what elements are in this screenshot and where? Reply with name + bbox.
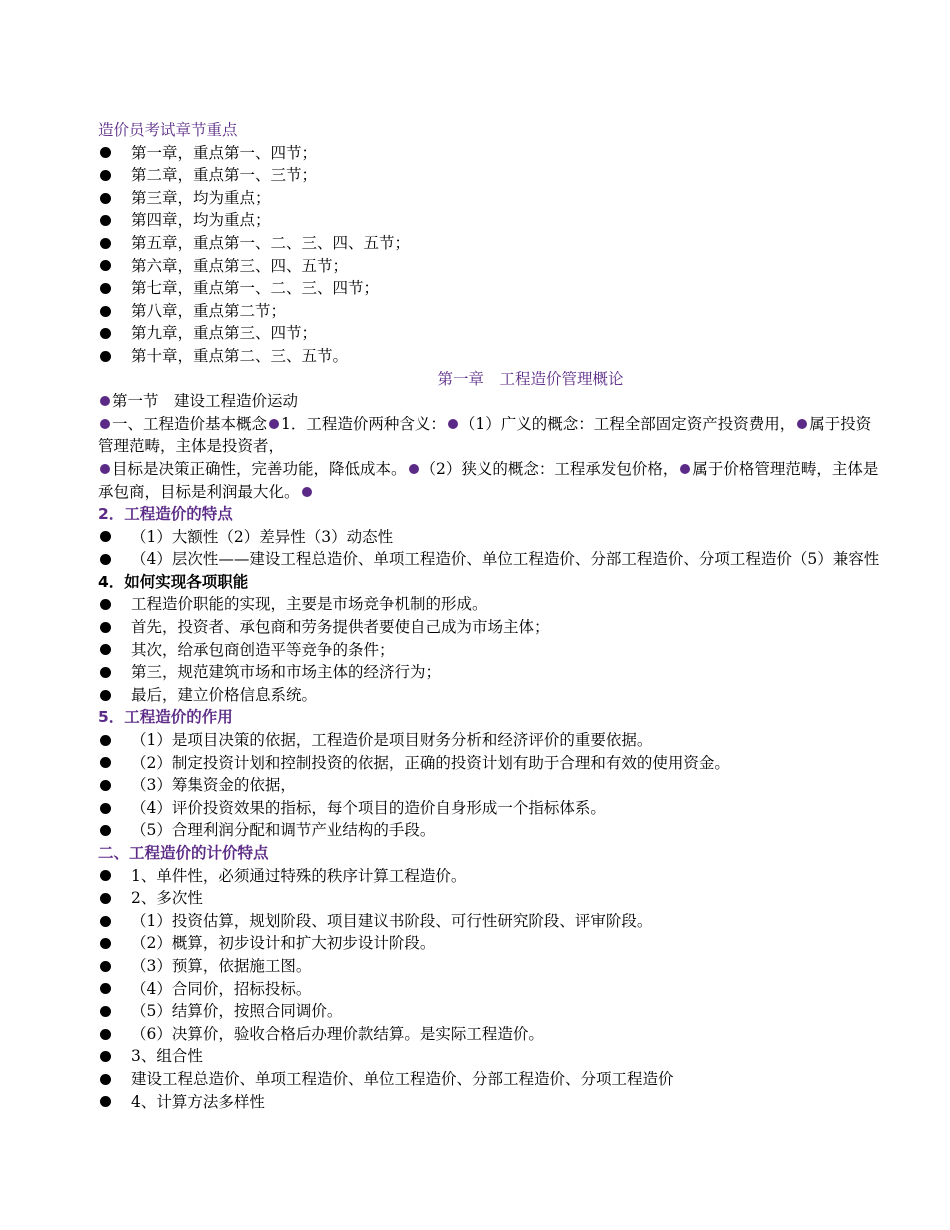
purple-bullet-icon: [100, 396, 110, 406]
bullet-icon: [100, 667, 111, 678]
bullet-icon: [100, 870, 111, 881]
section-heading: 第一节 建设工程造价运动: [98, 390, 883, 413]
list-item: （1）是项目决策的依据，工程造价是项目财务分析和经济评价的重要依据。: [98, 729, 883, 752]
bullet-icon: [100, 599, 111, 610]
bullet-icon: [100, 1051, 111, 1062]
heading-functions: 4．如何实现各项职能: [98, 572, 249, 591]
bullet-icon: [100, 690, 111, 701]
list-item: 第八章，重点第二节；: [98, 300, 883, 323]
bullet-icon: [100, 916, 111, 927]
list-item: 工程造价职能的实现，主要是市场竞争机制的形成。: [98, 593, 883, 616]
purple-bullet-icon: [448, 419, 458, 429]
list-item: 4、计算方法多样性: [98, 1091, 883, 1114]
purple-bullet-icon: [269, 419, 279, 429]
bullet-icon: [100, 531, 111, 542]
bullet-icon: [100, 215, 111, 226]
purple-bullet-icon: [100, 464, 110, 474]
list-item: 第十章，重点第二、三、五节。: [98, 345, 883, 368]
list-item: 3、组合性: [98, 1045, 883, 1068]
purple-bullet-icon: [409, 464, 419, 474]
bullet-icon: [100, 351, 111, 362]
list-item: 第三，规范建筑市场和市场主体的经济行为；: [98, 661, 883, 684]
bullet-icon: [100, 938, 111, 949]
list-item: （2）制定投资计划和控制投资的依据，正确的投资计划有助于合理和有效的使用资金。: [98, 752, 883, 775]
bullet-icon: [100, 1096, 111, 1107]
purple-bullet-icon: [302, 487, 312, 497]
list-item: （4）评价投资效果的指标，每个项目的造价自身形成一个指标体系。: [98, 797, 883, 820]
bullet-icon: [100, 328, 111, 339]
doc-title: 造价员考试章节重点: [98, 121, 238, 139]
list-item: （5）合理利润分配和调节产业结构的手段。: [98, 819, 883, 842]
list-item: 第五章，重点第一、二、三、四、五节；: [98, 232, 883, 255]
list-item: （1）大额性（2）差异性（3）动态性: [98, 526, 883, 549]
chapter-list: [98, 142, 883, 368]
bullet-icon: [100, 735, 111, 746]
list-item: 第四章，均为重点；: [98, 209, 883, 232]
bullet-icon: [100, 983, 111, 994]
bullet-icon: [100, 825, 111, 836]
list-item: （4）合同价，招标投标。: [98, 978, 883, 1001]
purple-bullet-icon: [680, 464, 690, 474]
bullet-icon: [100, 283, 111, 294]
bullet-icon: [100, 803, 111, 814]
list-item: （2）概算，初步设计和扩大初步设计阶段。: [98, 932, 883, 955]
bullet-icon: [100, 306, 111, 317]
bullet-icon: [100, 147, 111, 158]
heading-pricing: 二、工程造价的计价特点: [98, 844, 269, 862]
list-item: （1）投资估算，规划阶段、项目建议书阶段、可行性研究阶段、评审阶段。: [98, 910, 883, 933]
list-item: （5）结算价，按照合同调价。: [98, 1000, 883, 1023]
bullet-icon: [100, 780, 111, 791]
bullet-icon: [100, 893, 111, 904]
heading-roles: 5．工程造价的作用: [98, 708, 233, 727]
bullet-icon: [100, 644, 111, 655]
list-item: 首先，投资者、承包商和劳务提供者要使自己成为市场主体；: [98, 616, 883, 639]
list-item: 第六章，重点第三、四、五节；: [98, 255, 883, 278]
heading-features: 2．工程造价的特点: [98, 505, 233, 524]
bullet-icon: [100, 193, 111, 204]
bullet-icon: [100, 1074, 111, 1085]
purple-bullet-icon: [100, 419, 110, 429]
bullet-icon: [100, 1029, 111, 1040]
list-item: （3）预算，依据施工图。: [98, 955, 883, 978]
list-item: 第九章，重点第三、四节；: [98, 322, 883, 345]
bullet-icon: [100, 757, 111, 768]
concept-paragraph-1: 一、工程造价基本概念 1．工程造价两种含义： （1）广义的概念：工程全部固定资产投资费用， 属于投资管理范畴，主体是投资者，: [98, 414, 872, 456]
bullet-icon: [100, 554, 111, 565]
bullet-icon: [100, 170, 111, 181]
list-item: 最后，建立价格信息系统。: [98, 684, 883, 707]
list-item: 建设工程总造价、单项工程造价、单位工程造价、分部工程造价、分项工程造价: [98, 1068, 883, 1091]
list-item: 其次，给承包商创造平等竞争的条件；: [98, 639, 883, 662]
list-item: 2、多次性: [98, 887, 883, 910]
list-item: （4）层次性——建设工程总造价、单项工程造价、单位工程造价、分部工程造价、分项工程造价（5）兼容性: [98, 548, 883, 571]
chapter-heading: 第一章 工程造价管理概论: [437, 369, 624, 388]
list-item: 第一章，重点第一、四节；: [98, 142, 883, 165]
list-item: （6）决算价，验收合格后办理价款结算。是实际工程造价。: [98, 1023, 883, 1046]
list-item: 第七章，重点第一、二、三、四节；: [98, 277, 883, 300]
bullet-icon: [100, 961, 111, 972]
concept-paragraph-2: 目标是决策正确性，完善功能，降低成本。 （2）狭义的概念：工程承发包价格， 属于价格管理范畴，主体是承包商，目标是利润最大化。: [98, 459, 879, 501]
bullet-icon: [100, 622, 111, 633]
bullet-icon: [100, 260, 111, 271]
list-item: 1、单件性，必须通过特殊的秩序计算工程造价。: [98, 865, 883, 888]
list-item: 第二章，重点第一、三节；: [98, 164, 883, 187]
bullet-icon: [100, 238, 111, 249]
list-item: （3）筹集资金的依据，: [98, 774, 883, 797]
document-content: [98, 119, 883, 1113]
purple-bullet-icon: [797, 419, 807, 429]
list-item: 第三章，均为重点；: [98, 187, 883, 210]
bullet-icon: [100, 1006, 111, 1017]
